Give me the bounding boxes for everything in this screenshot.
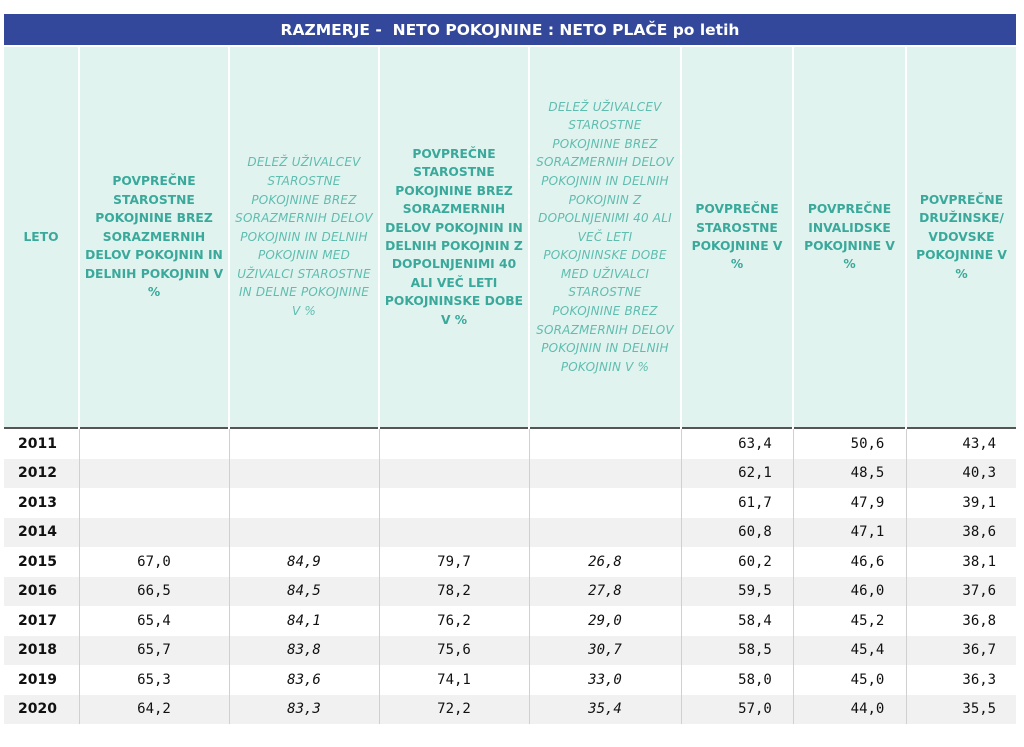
cell-year: 2012 bbox=[4, 459, 79, 489]
cell-year: 2017 bbox=[4, 606, 79, 636]
cell-avg-old-age: 58,5 bbox=[681, 636, 793, 666]
cell-share-old-age-excl-partial bbox=[229, 428, 379, 459]
cell-year: 2011 bbox=[4, 428, 79, 459]
cell-share-old-age-excl-partial bbox=[229, 518, 379, 548]
cell-share-old-age-40-years: 29,0 bbox=[529, 606, 681, 636]
cell-avg-survivor: 38,6 bbox=[906, 518, 1016, 548]
cell-avg-survivor: 36,7 bbox=[906, 636, 1016, 666]
cell-avg-old-age-40-years bbox=[379, 488, 529, 518]
cell-share-old-age-excl-partial bbox=[229, 459, 379, 489]
cell-share-old-age-excl-partial: 83,3 bbox=[229, 695, 379, 725]
cell-avg-old-age: 57,0 bbox=[681, 695, 793, 725]
cell-share-old-age-excl-partial: 83,8 bbox=[229, 636, 379, 666]
cell-share-old-age-excl-partial: 84,1 bbox=[229, 606, 379, 636]
header-avg-old-age-40-years: POVPREČNE STAROSTNE POKOJNINE BREZ SORAZMERNIH DELOV POKOJNIN IN DELNIH POKOJNIN Z DOPOLNJENIMI 40 ALI VEČ LETI POKOJNINSKE DOBE V % bbox=[379, 47, 529, 428]
cell-avg-old-age-40-years: 78,2 bbox=[379, 577, 529, 607]
cell-avg-old-age: 58,0 bbox=[681, 665, 793, 695]
cell-avg-old-age-excl-partial: 65,7 bbox=[79, 636, 229, 666]
table-row bbox=[4, 695, 1016, 725]
cell-avg-disability: 45,2 bbox=[793, 606, 906, 636]
cell-avg-old-age-excl-partial: 66,5 bbox=[79, 577, 229, 607]
header-avg-disability: POVPREČNE INVALIDSKE POKOJNINE V % bbox=[793, 47, 906, 428]
cell-avg-survivor: 39,1 bbox=[962, 494, 997, 511]
cell-avg-old-age-excl-partial: 64,2 bbox=[79, 695, 229, 725]
cell-avg-disability: 46,0 bbox=[793, 577, 906, 607]
header-leto: LETO bbox=[4, 47, 79, 428]
cell-avg-disability: 50,6 bbox=[793, 428, 906, 459]
cell-avg-old-age: 58,4 bbox=[681, 606, 793, 636]
cell-year: 2020 bbox=[4, 695, 79, 725]
cell-share-old-age-40-years: 35,4 bbox=[529, 695, 681, 725]
cell-share-old-age-excl-partial: 84,5 bbox=[229, 577, 379, 607]
cell-avg-disability: 45,4 bbox=[793, 636, 906, 666]
cell-share-old-age-40-years bbox=[529, 459, 681, 489]
cell-avg-old-age: 61,7 bbox=[681, 488, 793, 518]
cell-year: 2015 bbox=[4, 547, 79, 577]
table-row bbox=[4, 547, 1016, 577]
cell-avg-old-age-40-years: 76,2 bbox=[379, 606, 529, 636]
cell-share-old-age-40-years bbox=[529, 428, 681, 459]
cell-avg-disability: 47,1 bbox=[793, 518, 906, 548]
cell-avg-old-age-40-years: 79,7 bbox=[379, 547, 529, 577]
table-row bbox=[4, 518, 1016, 548]
cell-avg-disability: 44,0 bbox=[793, 695, 906, 725]
cell-year: 2014 bbox=[4, 518, 79, 548]
table-row bbox=[4, 665, 1016, 695]
cell-year: 2018 bbox=[4, 636, 79, 666]
table-row bbox=[4, 459, 1016, 489]
header-share-old-age-40-years: DELEŽ UŽIVALCEV STAROSTNE POKOJNINE BREZ SORAZMERNIH DELOV POKOJNIN IN DELNIH POKOJNIN Z DOPOLNJENIMI 40 ALI VEČ LETI POKOJNINSKE DOBE MED UŽIVALCI STAROSTNE POKOJNINE BREZ SORAZMERNIH DELOV POKOJNIN IN DELNIH POKOJNIN V % bbox=[529, 47, 681, 428]
cell-avg-survivor: 35,5 bbox=[906, 695, 1016, 725]
cell-share-old-age-40-years: 33,0 bbox=[529, 665, 681, 695]
cell-avg-old-age-excl-partial bbox=[79, 518, 229, 548]
cell-avg-old-age-40-years bbox=[379, 428, 529, 459]
cell-share-old-age-excl-partial bbox=[229, 488, 379, 518]
cell-avg-disability: 46,6 bbox=[793, 547, 906, 577]
cell-avg-old-age-excl-partial: 65,4 bbox=[79, 606, 229, 636]
header-share-old-age-excl-partial: DELEŽ UŽIVALCEV STAROSTNE POKOJNINE BREZ SORAZMERNIH DELOV POKOJNIN IN DELNIH POKOJNIN MED UŽIVALCI STAROSTNE IN DELNE POKOJNINE V % bbox=[229, 47, 379, 428]
table-row bbox=[4, 606, 1016, 636]
cell-avg-old-age-excl-partial: 67,0 bbox=[79, 547, 229, 577]
cell-share-old-age-40-years bbox=[529, 518, 681, 548]
cell-avg-survivor: 38,1 bbox=[962, 553, 997, 570]
cell-avg-old-age-40-years: 74,1 bbox=[379, 665, 529, 695]
table-body bbox=[4, 428, 1016, 724]
cell-year: 2013 bbox=[4, 488, 79, 518]
cell-year: 2016 bbox=[4, 577, 79, 607]
cell-avg-old-age: 63,4 bbox=[681, 428, 793, 459]
table-row bbox=[4, 488, 1016, 518]
cell-avg-old-age-40-years bbox=[379, 518, 529, 548]
cell-avg-survivor: 36,3 bbox=[962, 671, 997, 688]
cell-share-old-age-excl-partial: 84,9 bbox=[229, 547, 379, 577]
header-avg-old-age: POVPREČNE STAROSTNE POKOJNINE V % bbox=[681, 47, 793, 428]
cell-avg-survivor: 43,4 bbox=[906, 428, 1016, 459]
cell-avg-survivor: 40,3 bbox=[906, 459, 1016, 489]
cell-share-old-age-40-years: 30,7 bbox=[529, 636, 681, 666]
cell-avg-old-age: 62,1 bbox=[681, 459, 793, 489]
cell-share-old-age-40-years: 26,8 bbox=[529, 547, 681, 577]
cell-avg-old-age-excl-partial bbox=[79, 488, 229, 518]
cell-avg-old-age: 59,5 bbox=[681, 577, 793, 607]
cell-avg-old-age-excl-partial bbox=[79, 428, 229, 459]
table-row bbox=[4, 428, 1016, 459]
header-row bbox=[4, 47, 1016, 428]
cell-avg-disability: 45,0 bbox=[793, 665, 906, 695]
cell-avg-disability: 47,9 bbox=[793, 488, 906, 518]
cell-avg-old-age: 60,2 bbox=[681, 547, 793, 577]
cell-avg-old-age-40-years: 72,2 bbox=[379, 695, 529, 725]
table-row bbox=[4, 577, 1016, 607]
cell-avg-survivor: 37,6 bbox=[906, 577, 1016, 607]
cell-avg-old-age: 60,8 bbox=[681, 518, 793, 548]
cell-avg-survivor: 36,8 bbox=[962, 612, 997, 629]
header-avg-survivor: POVPREČNE DRUŽINSKE/ VDOVSKE POKOJNINE V % bbox=[906, 47, 1016, 428]
table-row bbox=[4, 636, 1016, 666]
cell-avg-old-age-40-years: 75,6 bbox=[379, 636, 529, 666]
cell-avg-old-age-excl-partial bbox=[79, 459, 229, 489]
cell-share-old-age-40-years bbox=[529, 488, 681, 518]
cell-year: 2019 bbox=[4, 665, 79, 695]
cell-avg-old-age-excl-partial: 65,3 bbox=[79, 665, 229, 695]
cell-avg-disability: 48,5 bbox=[793, 459, 906, 489]
cell-share-old-age-excl-partial: 83,6 bbox=[229, 665, 379, 695]
table-title: RAZMERJE - NETO POKOJNINE : NETO PLAČE po letih bbox=[4, 14, 1016, 45]
cell-share-old-age-40-years: 27,8 bbox=[529, 577, 681, 607]
pension-ratio-table bbox=[4, 47, 1016, 724]
header-avg-old-age-excl-partial: POVPREČNE STAROSTNE POKOJNINE BREZ SORAZMERNIH DELOV POKOJNIN IN DELNIH POKOJNIN V % bbox=[79, 47, 229, 428]
cell-avg-old-age-40-years bbox=[379, 459, 529, 489]
